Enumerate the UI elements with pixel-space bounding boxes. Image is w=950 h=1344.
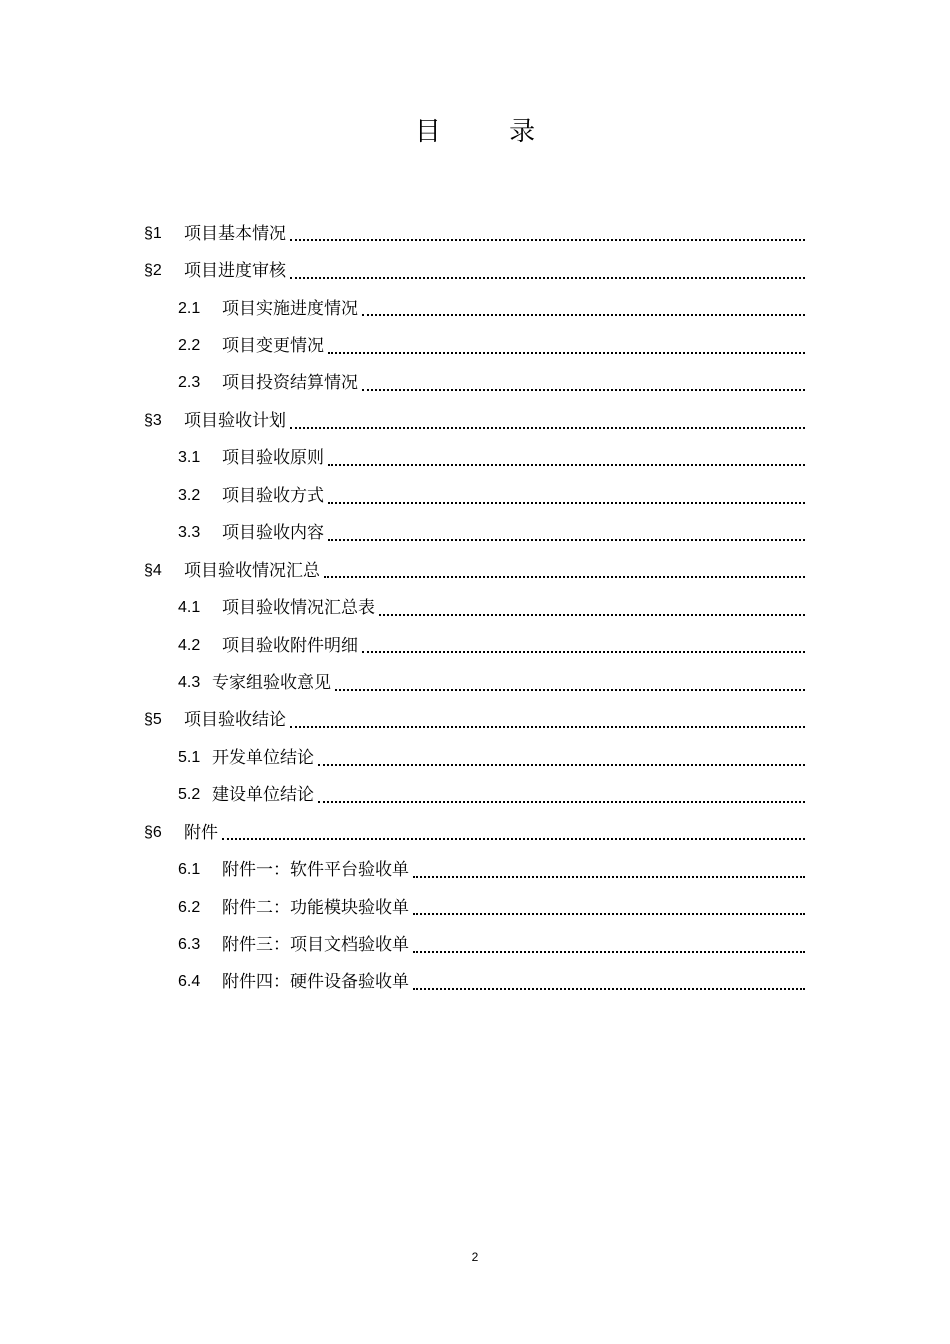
toc-entry-number: 6.2 (178, 898, 201, 916)
toc-entry-title: 附件三：项目文档验收单 (222, 935, 409, 956)
toc-entry-3-3[interactable] (144, 515, 805, 552)
dot-leader (290, 726, 805, 728)
toc-entry-4-3[interactable] (144, 664, 805, 701)
toc-entry-number: §5 (144, 711, 162, 729)
dot-leader (379, 614, 805, 616)
toc-entry-number: §1 (144, 224, 162, 242)
toc-entry-2[interactable] (144, 252, 805, 289)
toc-entry-title: 项目实施进度情况 (222, 298, 358, 319)
toc-entry-1[interactable] (144, 215, 805, 252)
toc-entry-4-2[interactable] (144, 627, 805, 664)
toc-entry-title: 项目验收附件明细 (222, 635, 358, 656)
dot-leader (362, 314, 805, 316)
toc-entry-4-1[interactable] (144, 589, 805, 626)
toc-entry-2-3[interactable] (144, 365, 805, 402)
toc-entry-title: 项目验收计划 (184, 410, 286, 431)
toc-entry-title: 附件二：功能模块验收单 (222, 897, 409, 918)
dot-leader (413, 951, 805, 953)
toc-entry-number: §2 (144, 262, 162, 280)
toc-entry-6-1[interactable] (144, 851, 805, 888)
dot-leader (335, 689, 805, 691)
dot-leader (362, 651, 805, 653)
dot-leader (318, 764, 805, 766)
toc-entry-title: 开发单位结论 (212, 747, 314, 768)
toc-entry-title: 项目验收内容 (222, 523, 324, 544)
toc-entry-number: 2.3 (178, 374, 201, 392)
toc-entry-5[interactable] (144, 702, 805, 739)
dot-leader (222, 838, 805, 840)
toc-entry-title: 项目基本情况 (184, 223, 286, 244)
toc-entry-title: 项目验收方式 (222, 485, 324, 506)
table-of-contents (144, 215, 805, 1001)
dot-leader (413, 876, 805, 878)
toc-entry-title: 项目验收原则 (222, 448, 324, 469)
toc-entry-title: 项目投资结算情况 (222, 373, 358, 394)
toc-entry-6-3[interactable] (144, 926, 805, 963)
toc-entry-3-1[interactable] (144, 440, 805, 477)
toc-entry-4[interactable] (144, 552, 805, 589)
toc-entry-number: 5.1 (178, 748, 201, 766)
toc-entry-number: 6.4 (178, 973, 201, 991)
toc-entry-6-4[interactable] (144, 964, 805, 1001)
toc-entry-title: 项目变更情况 (222, 336, 324, 357)
dot-leader (324, 576, 805, 578)
toc-entry-number: 3.3 (178, 524, 201, 542)
dot-leader (328, 464, 805, 466)
dot-leader (328, 502, 805, 504)
toc-entry-title: 项目验收结论 (184, 710, 286, 731)
page-number: 2 (471, 1250, 479, 1264)
toc-entry-2-1[interactable] (144, 290, 805, 327)
toc-entry-3-2[interactable] (144, 477, 805, 514)
toc-entry-title: 附件四：硬件设备验收单 (222, 972, 409, 993)
toc-entry-number: §4 (144, 561, 162, 579)
toc-entry-number: 4.2 (178, 636, 201, 654)
dot-leader (328, 352, 805, 354)
toc-entry-number: 4.1 (178, 599, 201, 617)
toc-entry-number: 3.2 (178, 486, 201, 504)
toc-entry-number: 4.3 (178, 673, 201, 691)
toc-entry-title: 项目验收情况汇总表 (222, 598, 375, 619)
toc-entry-number: 6.3 (178, 936, 201, 954)
toc-entry-5-2[interactable] (144, 777, 805, 814)
dot-leader (318, 801, 805, 803)
toc-entry-3[interactable] (144, 402, 805, 439)
toc-entry-5-1[interactable] (144, 739, 805, 776)
toc-entry-2-2[interactable] (144, 327, 805, 364)
toc-entry-number: §3 (144, 411, 162, 429)
toc-entry-number: 2.2 (178, 337, 201, 355)
toc-entry-title: 附件一：软件平台验收单 (222, 860, 409, 881)
toc-entry-number: §6 (144, 823, 162, 841)
toc-entry-title: 项目进度审核 (184, 261, 286, 282)
dot-leader (413, 913, 805, 915)
toc-entry-number: 3.1 (178, 449, 201, 467)
dot-leader (362, 389, 805, 391)
dot-leader (290, 277, 805, 279)
toc-entry-number: 6.1 (178, 861, 201, 879)
toc-entry-title: 附件 (184, 822, 218, 843)
page-title: 目 录 (414, 117, 566, 147)
toc-entry-6-2[interactable] (144, 889, 805, 926)
dot-leader (328, 539, 805, 541)
dot-leader (413, 988, 805, 990)
toc-entry-title: 项目验收情况汇总 (184, 560, 320, 581)
toc-entry-number: 2.1 (178, 299, 201, 317)
toc-entry-title: 建设单位结论 (212, 785, 314, 806)
dot-leader (290, 427, 805, 429)
dot-leader (290, 239, 805, 241)
toc-entry-number: 5.2 (178, 786, 201, 804)
toc-entry-6[interactable] (144, 814, 805, 851)
toc-entry-title: 专家组验收意见 (212, 672, 331, 693)
